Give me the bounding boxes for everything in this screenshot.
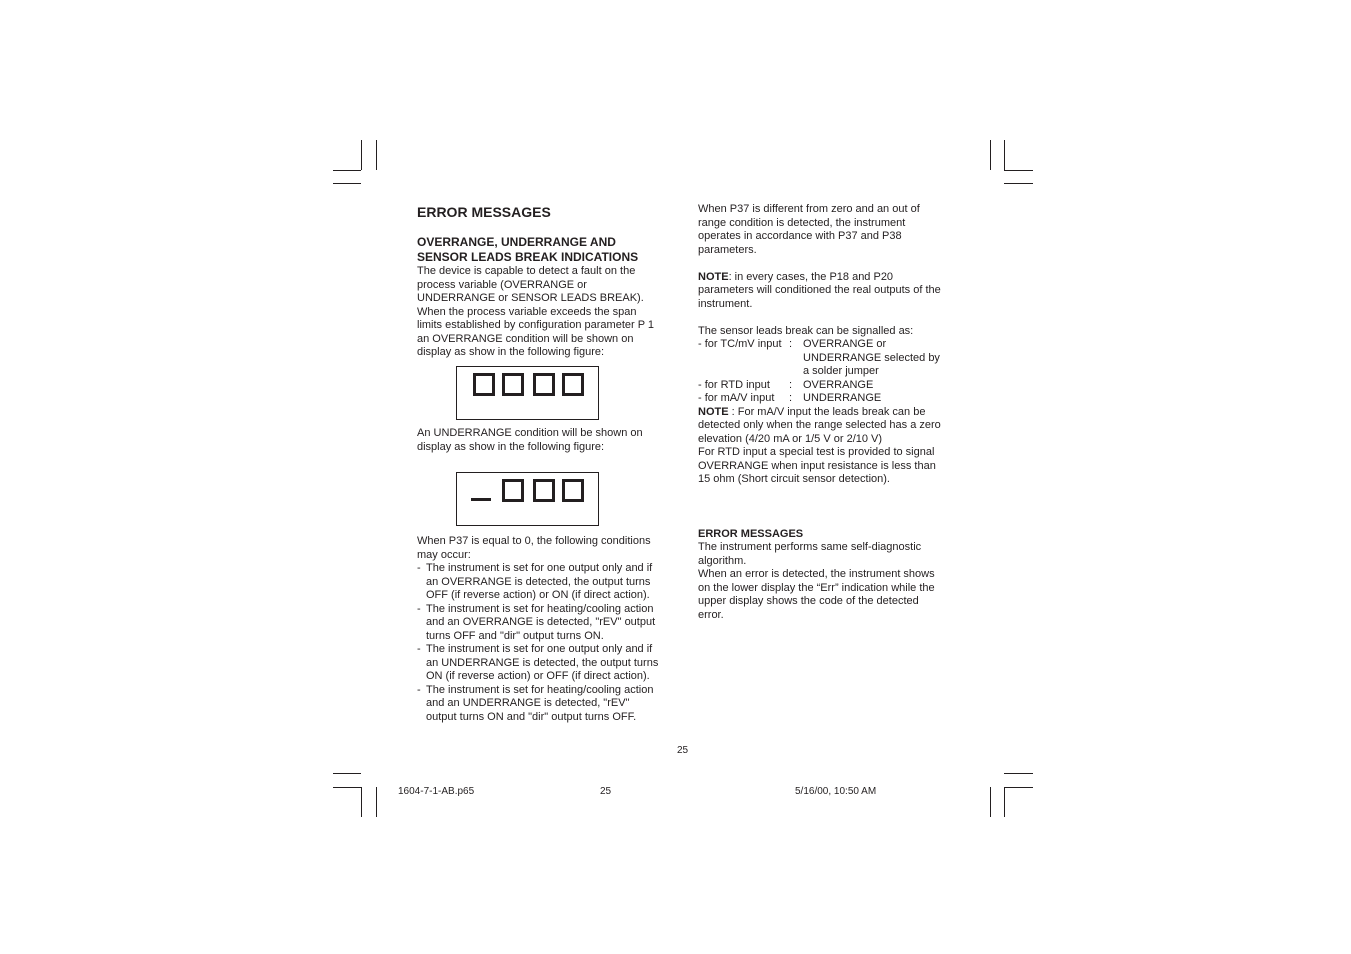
crop-mark xyxy=(376,787,377,817)
text-line: UNDERRANGE or SENSOR LEADS BREAK). xyxy=(417,292,644,304)
error-messages-paragraph xyxy=(698,541,958,622)
p37-nonzero-paragraph xyxy=(698,203,958,487)
text-line: upper display shows the code of the detected xyxy=(698,595,919,607)
footer-filename: 1604-7-1-AB.p65 xyxy=(398,786,475,797)
crop-mark xyxy=(361,787,362,817)
text-line: When P37 is equal to 0, the following conditions xyxy=(417,535,651,547)
crop-mark xyxy=(333,773,361,774)
crop-mark xyxy=(1004,183,1033,184)
list-item: - The instrument is set for one output only and if an UNDERRANGE is detected, the output turns ON (if reverse action) or OFF (if direct action). xyxy=(417,643,679,684)
crop-mark xyxy=(1004,787,1005,817)
text-line: process variable (OVERRANGE or xyxy=(417,278,587,291)
break-row: - for mA/V input : UNDERRANGE xyxy=(698,392,882,404)
break-row: - for RTD input : OVERRANGE xyxy=(698,378,874,391)
text-line: range condition is detected, the instrument xyxy=(698,216,906,229)
segment-box xyxy=(502,479,524,502)
crop-mark xyxy=(990,787,991,817)
segment-box xyxy=(533,479,555,502)
conditions-list xyxy=(417,562,679,724)
underrange-paragraph xyxy=(417,427,677,454)
crop-mark xyxy=(333,170,361,171)
text-line: When P37 is different from zero and an out of xyxy=(698,203,920,215)
text-line: detected only when the range selected has a zero xyxy=(698,419,941,431)
list-item: - The instrument is set for one output only and if an OVERRANGE is detected, the output turns OFF (if reverse action) or ON (if direct action). xyxy=(417,562,679,603)
section-title: ERROR MESSAGES xyxy=(417,204,551,220)
crop-mark xyxy=(361,140,362,170)
text-line: When an error is detected, the instrument shows xyxy=(698,568,935,580)
text-line: For RTD input a special test is provided to signal xyxy=(698,446,935,458)
text-line: display as show in the following figure: xyxy=(417,440,605,453)
crop-mark xyxy=(333,787,361,788)
crop-mark xyxy=(333,183,361,184)
text-line: parameters. xyxy=(698,243,757,256)
subtitle-line: SENSOR LEADS BREAK INDICATIONS xyxy=(417,250,639,264)
text-line: 15 ohm (Short circuit sensor detection). xyxy=(698,473,890,485)
subtitle-line: OVERRANGE, UNDERRANGE AND xyxy=(417,235,616,249)
text-line: The device is capable to detect a fault on the xyxy=(417,265,636,277)
underscore-segment xyxy=(471,498,491,501)
intro-paragraph xyxy=(417,265,677,360)
text-line: on the lower display the “Err” indication while the xyxy=(698,581,935,594)
p37-zero-paragraph xyxy=(417,535,679,724)
error-messages-heading: ERROR MESSAGES xyxy=(698,528,804,540)
list-item: - The instrument is set for heating/cooling action and an OVERRANGE is detected, "rEV" output turns OFF and "dir" output turns ON. xyxy=(417,603,679,644)
text-line: operates in accordance with P37 and P38 xyxy=(698,230,902,242)
segment-box xyxy=(473,373,495,396)
text-line: When the process variable exceeds the span xyxy=(417,305,637,318)
break-row: a solder jumper xyxy=(803,365,879,377)
text-line: instrument. xyxy=(698,297,753,310)
text-line: An UNDERRANGE condition will be shown on xyxy=(417,427,643,439)
text-line: algorithm. xyxy=(698,554,747,567)
break-row: - for TC/mV input : OVERRANGE or xyxy=(698,338,887,350)
crop-mark xyxy=(1004,787,1033,788)
segment-box xyxy=(533,373,555,396)
segment-box xyxy=(502,373,524,396)
crop-mark xyxy=(990,140,991,170)
break-row: UNDERRANGE selected by xyxy=(803,351,940,364)
note-label: NOTE xyxy=(698,270,729,283)
text-line: The sensor leads break can be signalled as: xyxy=(698,324,914,337)
overrange-display-figure xyxy=(456,366,599,420)
text-line: an OVERRANGE condition will be shown on xyxy=(417,332,634,345)
note-line: NOTE : For mA/V input the leads break can be xyxy=(698,405,926,418)
text-line: display as show in the following figure: xyxy=(417,346,605,358)
list-item: - The instrument is set for heating/cooling action and an UNDERRANGE is detected, "rEV" output turns ON and "dir" output turns OFF. xyxy=(417,684,679,725)
crop-mark xyxy=(1004,140,1005,170)
text-line: elevation (4/20 mA or 1/5 V or 2/10 V) xyxy=(698,432,883,445)
crop-mark xyxy=(376,140,377,170)
crop-mark xyxy=(1004,170,1033,171)
segment-box xyxy=(562,479,584,502)
footer-timestamp: 5/16/00, 10:50 AM xyxy=(795,786,877,797)
text-line: parameters will conditioned the real outputs of the xyxy=(698,284,941,296)
crop-mark xyxy=(1004,773,1033,774)
text-line: OVERRANGE when input resistance is less than xyxy=(698,459,936,472)
footer-page: 25 xyxy=(600,786,612,797)
underrange-display-figure xyxy=(456,472,599,526)
subsection-title xyxy=(417,235,638,265)
note-label: NOTE xyxy=(698,405,729,418)
text-line: error. xyxy=(698,608,724,621)
text-line: may occur: xyxy=(417,548,471,561)
text-line: The instrument performs same self-diagnostic xyxy=(698,541,922,553)
note-line: NOTE: in every cases, the P18 and P20 xyxy=(698,270,894,283)
text-line: limits established by configuration parameter P 1 xyxy=(417,319,655,331)
page-number: 25 xyxy=(677,745,689,756)
segment-box xyxy=(562,373,584,396)
